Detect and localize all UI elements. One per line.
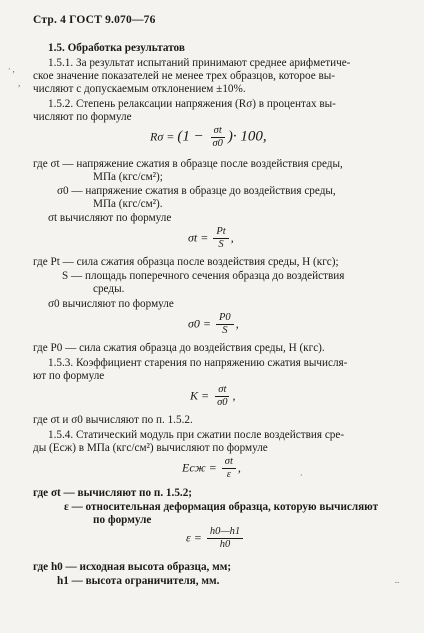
text-line: 1.5.2. Степень релаксации напряжения (Rσ) в процентах вы- — [48, 98, 336, 110]
text-line: ское значение показателей не менее трех образцов, которое вы- — [33, 70, 335, 82]
text-line: ды (Eсж) в МПа (кгс/см²) вычисляют по формуле — [33, 442, 268, 454]
formula-static-modulus: Eсж = $\frac{\sigma t}{\varepsilon}$ , — [182, 456, 241, 480]
scan-mark: · , — [8, 64, 15, 74]
text-line: где σt — вычисляют по п. 1.5.2; — [33, 487, 193, 499]
formula-strain: ε = $\frac{h0—h1}{h0}$ — [186, 526, 245, 551]
scan-mark: · — [300, 470, 303, 480]
text-line: 1.5.3. Коэффициент старения по напряжению сжатия вычисля- — [48, 357, 348, 369]
scan-mark: .. — [395, 575, 400, 585]
text-line: h1 — высота ограничителя, мм. — [57, 575, 220, 587]
section-heading: 1.5. Обработка результатов — [48, 42, 185, 54]
text-line: числяют по формуле — [33, 111, 132, 123]
text-line: где σt — напряжение сжатия в образце после воздействия среды, — [33, 158, 343, 170]
text-line: где σt и σ0 вычисляют по п. 1.5.2. — [33, 414, 193, 426]
scan-mark: , — [18, 78, 21, 88]
text-line: где h0 — исходная высота образца, мм; — [33, 561, 232, 573]
text-line: числяют с допускаемым отклонением ±10%. — [33, 83, 246, 95]
text-line: среды. — [93, 283, 125, 295]
page-header: Стр. 4 ГОСТ 9.070—76 — [33, 14, 156, 26]
text-line: S — площадь поперечного сечения образца до воздействия — [62, 270, 345, 282]
text-line: 1.5.1. За результат испытаний принимают среднее арифметиче- — [48, 57, 351, 69]
text-line: где P0 — сила сжатия образца до воздействия среды, Н (кгс). — [33, 342, 325, 354]
text-line: по формуле — [93, 514, 152, 526]
text-line: ют по формуле — [33, 370, 105, 382]
text-line: σ0 — напряжение сжатия в образце до воздействия среды, — [57, 185, 336, 197]
formula-relaxation: Rσ = (1 − $\frac{\sigma t}{\sigma 0}$ )· 100, — [150, 125, 267, 149]
text-line: 1.5.4. Статический модуль при сжатии после воздействия сре- — [48, 429, 345, 441]
formula-sigma-t: σt = $\frac{Pt}{S}$ , — [188, 226, 234, 250]
text-line: ε — относительная деформация образца, которую вычисляют — [64, 501, 379, 513]
formula-sigma-0: σ0 = $\frac{P0}{S}$ , — [188, 312, 239, 336]
formula-aging-coefficient: K = $\frac{\sigma t}{\sigma 0}$ , — [190, 384, 236, 408]
text-line: σt вычисляют по формуле — [48, 212, 172, 224]
text-line: МПа (кгс/см²). — [93, 198, 163, 210]
text-line: где Pt — сила сжатия образца после воздействия среды, Н (кгс); — [33, 256, 339, 268]
text-line: σ0 вычисляют по формуле — [48, 298, 174, 310]
text-line: МПа (кгс/см²); — [93, 171, 163, 183]
